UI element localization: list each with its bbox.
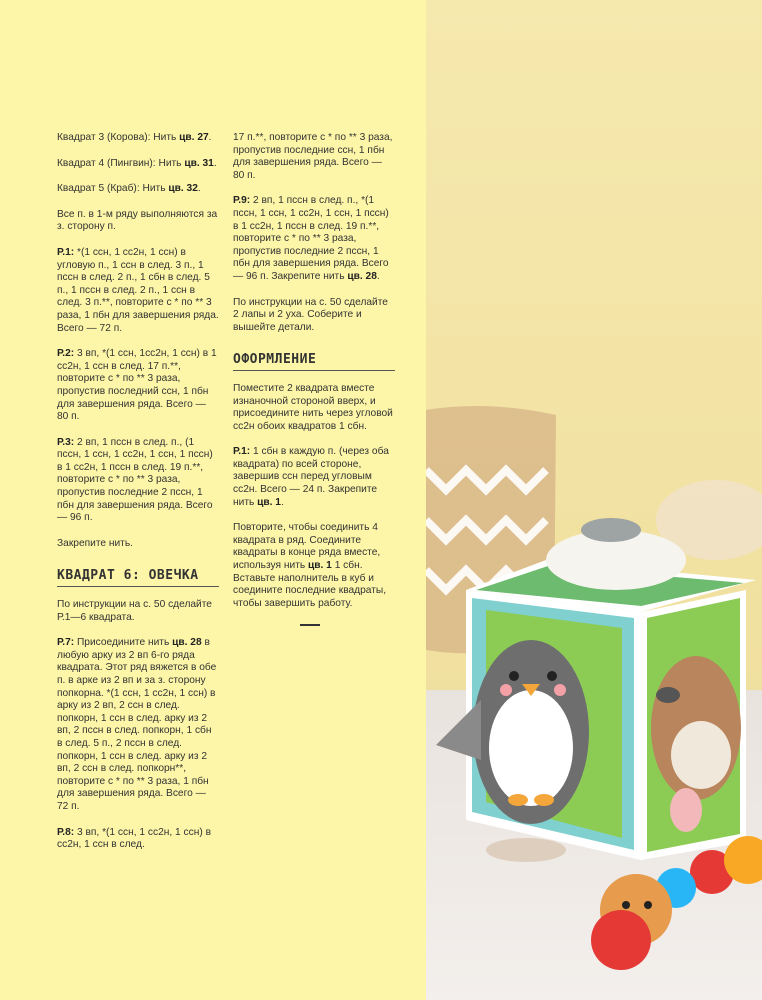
bold-run: Р.3:: [57, 436, 75, 448]
text-run: .: [213, 157, 217, 169]
bold-run: цв. 1: [308, 560, 332, 572]
text-run: 3 вп, *(1 ссн, 1 сс2н, 1 ссн) в сс2н, 1 ссн в след.: [57, 826, 211, 851]
text-run: .: [376, 270, 380, 282]
paragraph: [57, 599, 219, 624]
paragraph: [57, 827, 219, 852]
paragraph: [57, 348, 219, 424]
section-heading: КВАДРАТ 6: ОВЕЧКА: [57, 570, 219, 587]
section-heading: ОФОРМЛЕНИЕ: [233, 354, 395, 371]
paragraph: [57, 538, 219, 551]
paragraph: [57, 437, 219, 525]
text-run: 1 сбн. Вставьте наполнитель в куб и соедините последние квадраты, чтобы завершить работу.: [233, 560, 387, 609]
bold-run: цв. 31: [184, 157, 214, 169]
text-run: Повторите, чтобы соединить 4 квадрата в ряд. Соедините квадраты в конце ряда вместе, используя нить: [233, 522, 381, 572]
bold-run: цв. 1: [257, 496, 281, 508]
paragraph: [233, 522, 395, 610]
paragraph: [57, 158, 219, 171]
text-run: Поместите 2 квадрата вместе изнаночной стороной вверх, и присоедините нить через угловой сс2н обоих квадратов 1 сбн.: [233, 382, 393, 432]
bold-run: цв. 28: [172, 637, 202, 649]
bold-run: Р.9:: [233, 195, 251, 207]
bold-run: Р.2:: [57, 348, 75, 360]
paragraph: [57, 132, 219, 145]
bold-run: цв. 28: [347, 270, 377, 282]
text-run: Квадрат 4 (Пингвин): Нить: [57, 157, 185, 169]
bold-run: Р.1:: [233, 446, 251, 458]
bold-run: Р.8:: [57, 826, 75, 838]
paragraph: [57, 247, 219, 335]
bold-run: Р.7:: [57, 637, 75, 649]
paragraph: [233, 297, 395, 335]
text-run: Закрепите нить.: [57, 537, 133, 549]
paragraph: [233, 132, 395, 182]
paragraph: [57, 209, 219, 234]
text-run: в любую арку из 2 вп 6-го ряда квадрата. Этот ряд вяжется в обе п. в арке из 2 вп и за з. сторону попкорна. *(1 ссн, 1 сс2н, 1 ссн) в арку из 2 вп, 2 ссн в след. попкорн, 1 ссн в след. арку из 2 вп, 2 пссн в след. попкорн, 1 сбн в след. 5 п., 2 пссн в след. попкорн, 1 ссн в след. арку из 2 вп, 2 ссн в след. попкорн**, повторите с * по ** 3 раза, 1 пбн для завершения ряда. Всего — 72 п.: [57, 637, 217, 812]
text-run: .: [280, 496, 284, 508]
text-run: 1 сбн в каждую п. (через оба квадрата) по всей стороне, завершив ссн перед угловым сс2н. Всего — 24 п. Закрепите нить: [233, 446, 389, 508]
text-column-2: [233, 132, 395, 626]
text-run: Квадрат 5 (Краб): Нить: [57, 183, 169, 195]
text-run: 2 вп, 1 пссн в след. п., *(1 пссн, 1 ссн, 1 сс2н, 1 ссн, 1 пссн) в 1 сс2н, 1 пссн в след. 19 п.**, повторите с * по ** 3 раза, пропустив последние 2 пссн, 1 пбн для завершения ряда. Всего — 96 п. Закрепите нить: [233, 195, 389, 282]
text-run: По инструкции на с. 50 сделайте Р.1—6 квадрата.: [57, 599, 212, 623]
end-mark: [300, 624, 320, 626]
bold-run: Р.1:: [57, 246, 75, 258]
paragraph: [57, 183, 219, 196]
paragraph: [233, 446, 395, 509]
paragraph: [233, 383, 395, 433]
toy-cube-photo: [426, 0, 762, 1000]
text-run: Все п. в 1-м ряду выполняются за з. сторону п.: [57, 208, 218, 233]
text-run: 17 п.**, повторите с * по ** 3 раза, пропустив последние ссн, 1 пбн для завершения ряда. Всего — 80 п.: [233, 132, 393, 181]
text-run: 2 вп, 1 пссн в след. п., (1 пссн, 1 ссн, 1 сс2н, 1 ссн, 1 пссн) в 1 сс2н, 1 пссн в след. 19 п.**, повторите с * по ** 3 раза, пропустив последние 2 пссн, 1 пбн для завершения ряда. Всего — 96 п.: [57, 436, 213, 524]
bold-run: цв. 27: [179, 132, 209, 143]
text-run: *(1 ссн, 1 сс2н, 1 ссн) в угловую п., 1 ссн в след. 3 п., 1 пссн в след. 2 п., 1 сбн в след. 5 п., 1 пссн в след. 2 п., 1 ссн в след. 3 п.**, повторите с * по ** 3 раза, 1 пбн для завершения ряда. Всего — 72 п.: [57, 246, 219, 334]
text-run: По инструкции на с. 50 сделайте 2 лапы и 2 уха. Соберите и вышейте детали.: [233, 296, 388, 333]
text-run: .: [208, 132, 212, 143]
text-run: Квадрат 3 (Корова): Нить: [57, 132, 180, 143]
photo-illustration: [426, 0, 762, 1000]
text-run: .: [197, 183, 201, 195]
bold-run: цв. 32: [168, 183, 198, 195]
text-run: 3 вп, *(1 ссн, 1сс2н, 1 ссн) в 1 сс2н, 1 ссн в след. 17 п.**, повторите с * по ** 3 раза, пропустив последний ссн, 1 пбн для завершения ряда. Всего — 80 п.: [57, 348, 217, 423]
paragraph: [233, 195, 395, 283]
text-column-1: [57, 132, 219, 865]
text-run: Присоедините нить: [74, 637, 173, 649]
paragraph: [57, 637, 219, 813]
